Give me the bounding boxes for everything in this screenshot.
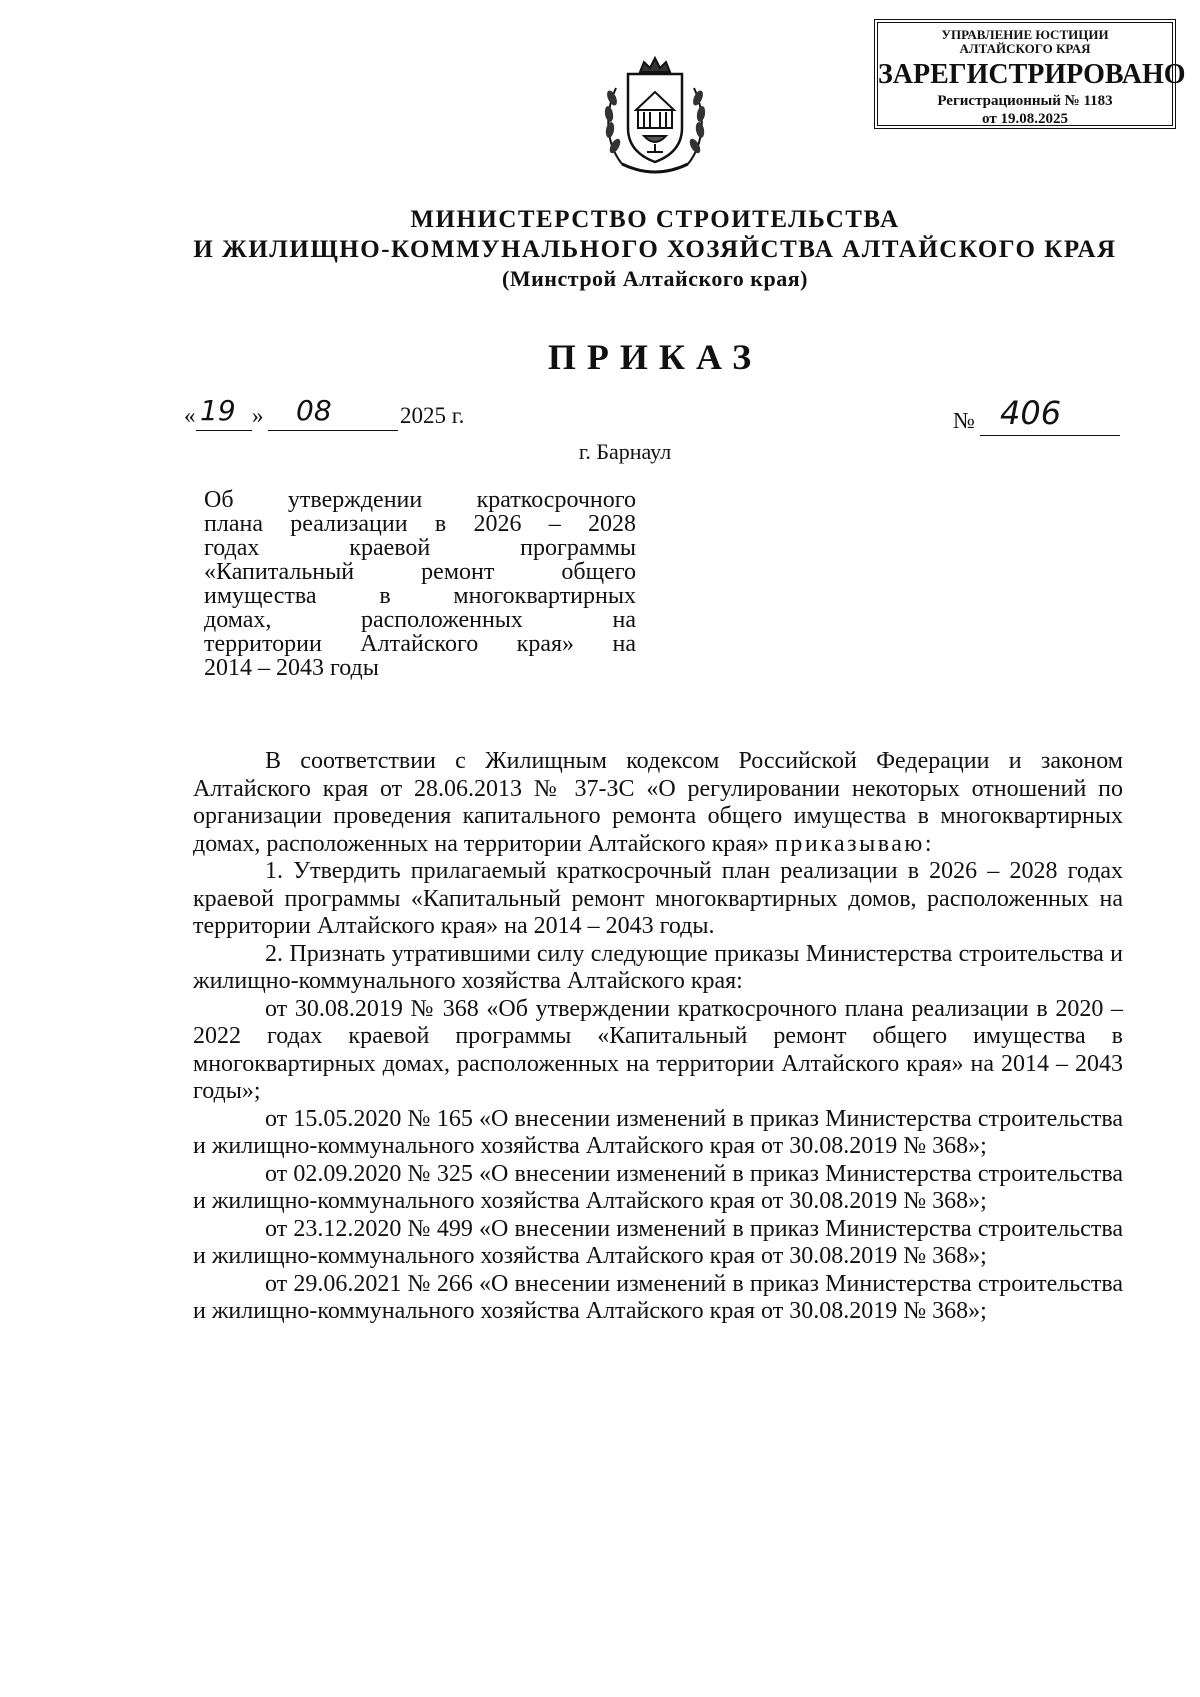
stamp-line-2: АЛТАЙСКОГО КРАЯ <box>959 41 1091 56</box>
preamble-text: В соответствии с Жилищным кодексом Российской Федерации и законом Алтайского края от 28.06.2013 № 37-ЗС «О регулировании некоторых отношений по организации проведения капитального ремонта общего имущества в многоквартирных домах, расположенных на территории Алтайского края» <box>193 748 1123 857</box>
date-open-quote: « <box>184 403 196 428</box>
repealed-order-item: от 30.08.2019 № 368 «Об утверждении краткосрочного плана реализации в 2020 – 2022 годах краевой программы «Капитальный ремонт общего имущества в многоквартирных домах, расположенных на территории Алтайского края» на 2014 – 2043 годы»; <box>193 995 1123 1104</box>
date-close-quote: » <box>252 403 264 428</box>
date-year: 2025 г. <box>400 403 465 428</box>
stamp-line-1: УПРАВЛЕНИЕ ЮСТИЦИИ <box>941 27 1109 42</box>
order-subject <box>204 488 636 680</box>
date-month-underline <box>268 430 398 431</box>
subject-line: «Капитальный ремонт общего <box>204 559 636 585</box>
subject-line: 2014 – 2043 годы <box>204 655 379 681</box>
number-label: № <box>953 408 975 433</box>
order-word: приказываю: <box>775 830 935 857</box>
stamp-reg-number: Регистрационный № 1183 <box>937 93 1113 109</box>
registration-stamp <box>874 19 1186 129</box>
order-body <box>193 748 1123 1326</box>
document-type-title: ПРИКАЗ <box>547 337 763 377</box>
subject-line: плана реализации в 2026 – 2028 <box>204 511 636 537</box>
repealed-order-item: от 29.06.2021 № 266 «О внесении изменений в приказ Министерства строительства и жилищно-коммунального хозяйства Алтайского края от 30.08.2019 № 368»; <box>193 1270 1123 1324</box>
altai-krai-coat-of-arms-icon <box>600 52 710 180</box>
repealed-order-item: от 23.12.2020 № 499 «О внесении изменений в приказ Министерства строительства и жилищно-коммунального хозяйства Алтайского края от 30.08.2019 № 368»; <box>193 1215 1123 1269</box>
subject-line: годах краевой программы <box>204 535 636 561</box>
number-underline <box>980 435 1120 436</box>
stamp-status: ЗАРЕГИСТРИРОВАНО <box>878 59 1186 90</box>
date-month: 08 <box>296 394 332 427</box>
date-day: 19 <box>200 394 236 427</box>
ministry-short-name: (Минстрой Алтайского края) <box>502 266 808 291</box>
subject-line: домах, расположенных на <box>204 607 636 633</box>
date-day-underline <box>196 430 252 431</box>
ministry-name-line-1: МИНИСТЕРСТВО СТРОИТЕЛЬСТВА <box>410 206 900 233</box>
item-2-paragraph: 2. Признать утратившими силу следующие приказы Министерства строительства и жилищно-коммунального хозяйства Алтайского края: <box>193 940 1123 994</box>
preamble-paragraph <box>193 748 1123 858</box>
repealed-order-item: от 02.09.2020 № 325 «О внесении изменений в приказ Министерства строительства и жилищно-коммунального хозяйства Алтайского края от 30.08.2019 № 368»; <box>193 1160 1123 1214</box>
number-value: 406 <box>1000 394 1062 432</box>
item-1-paragraph: 1. Утвердить прилагаемый краткосрочный план реализации в 2026 – 2028 годах краевой программы «Капитальный ремонт многоквартирных домов, расположенных на территории Алтайского края» на 2014 – 2043 годы. <box>193 858 1123 939</box>
city: г. Барнаул <box>578 439 672 464</box>
repealed-order-item: от 15.05.2020 № 165 «О внесении изменений в приказ Министерства строительства и жилищно-коммунального хозяйства Алтайского края от 30.08.2019 № 368»; <box>193 1105 1123 1159</box>
ministry-name-line-2: И ЖИЛИЩНО-КОММУНАЛЬНОГО ХОЗЯЙСТВА АЛТАЙСКОГО КРАЯ <box>193 236 1117 263</box>
subject-line: Об утверждении краткосрочного <box>204 487 636 513</box>
stamp-reg-date: от 19.08.2025 <box>982 111 1068 127</box>
subject-line: территории Алтайского края» на <box>204 631 636 657</box>
subject-line: имущества в многоквартирных <box>204 583 636 609</box>
